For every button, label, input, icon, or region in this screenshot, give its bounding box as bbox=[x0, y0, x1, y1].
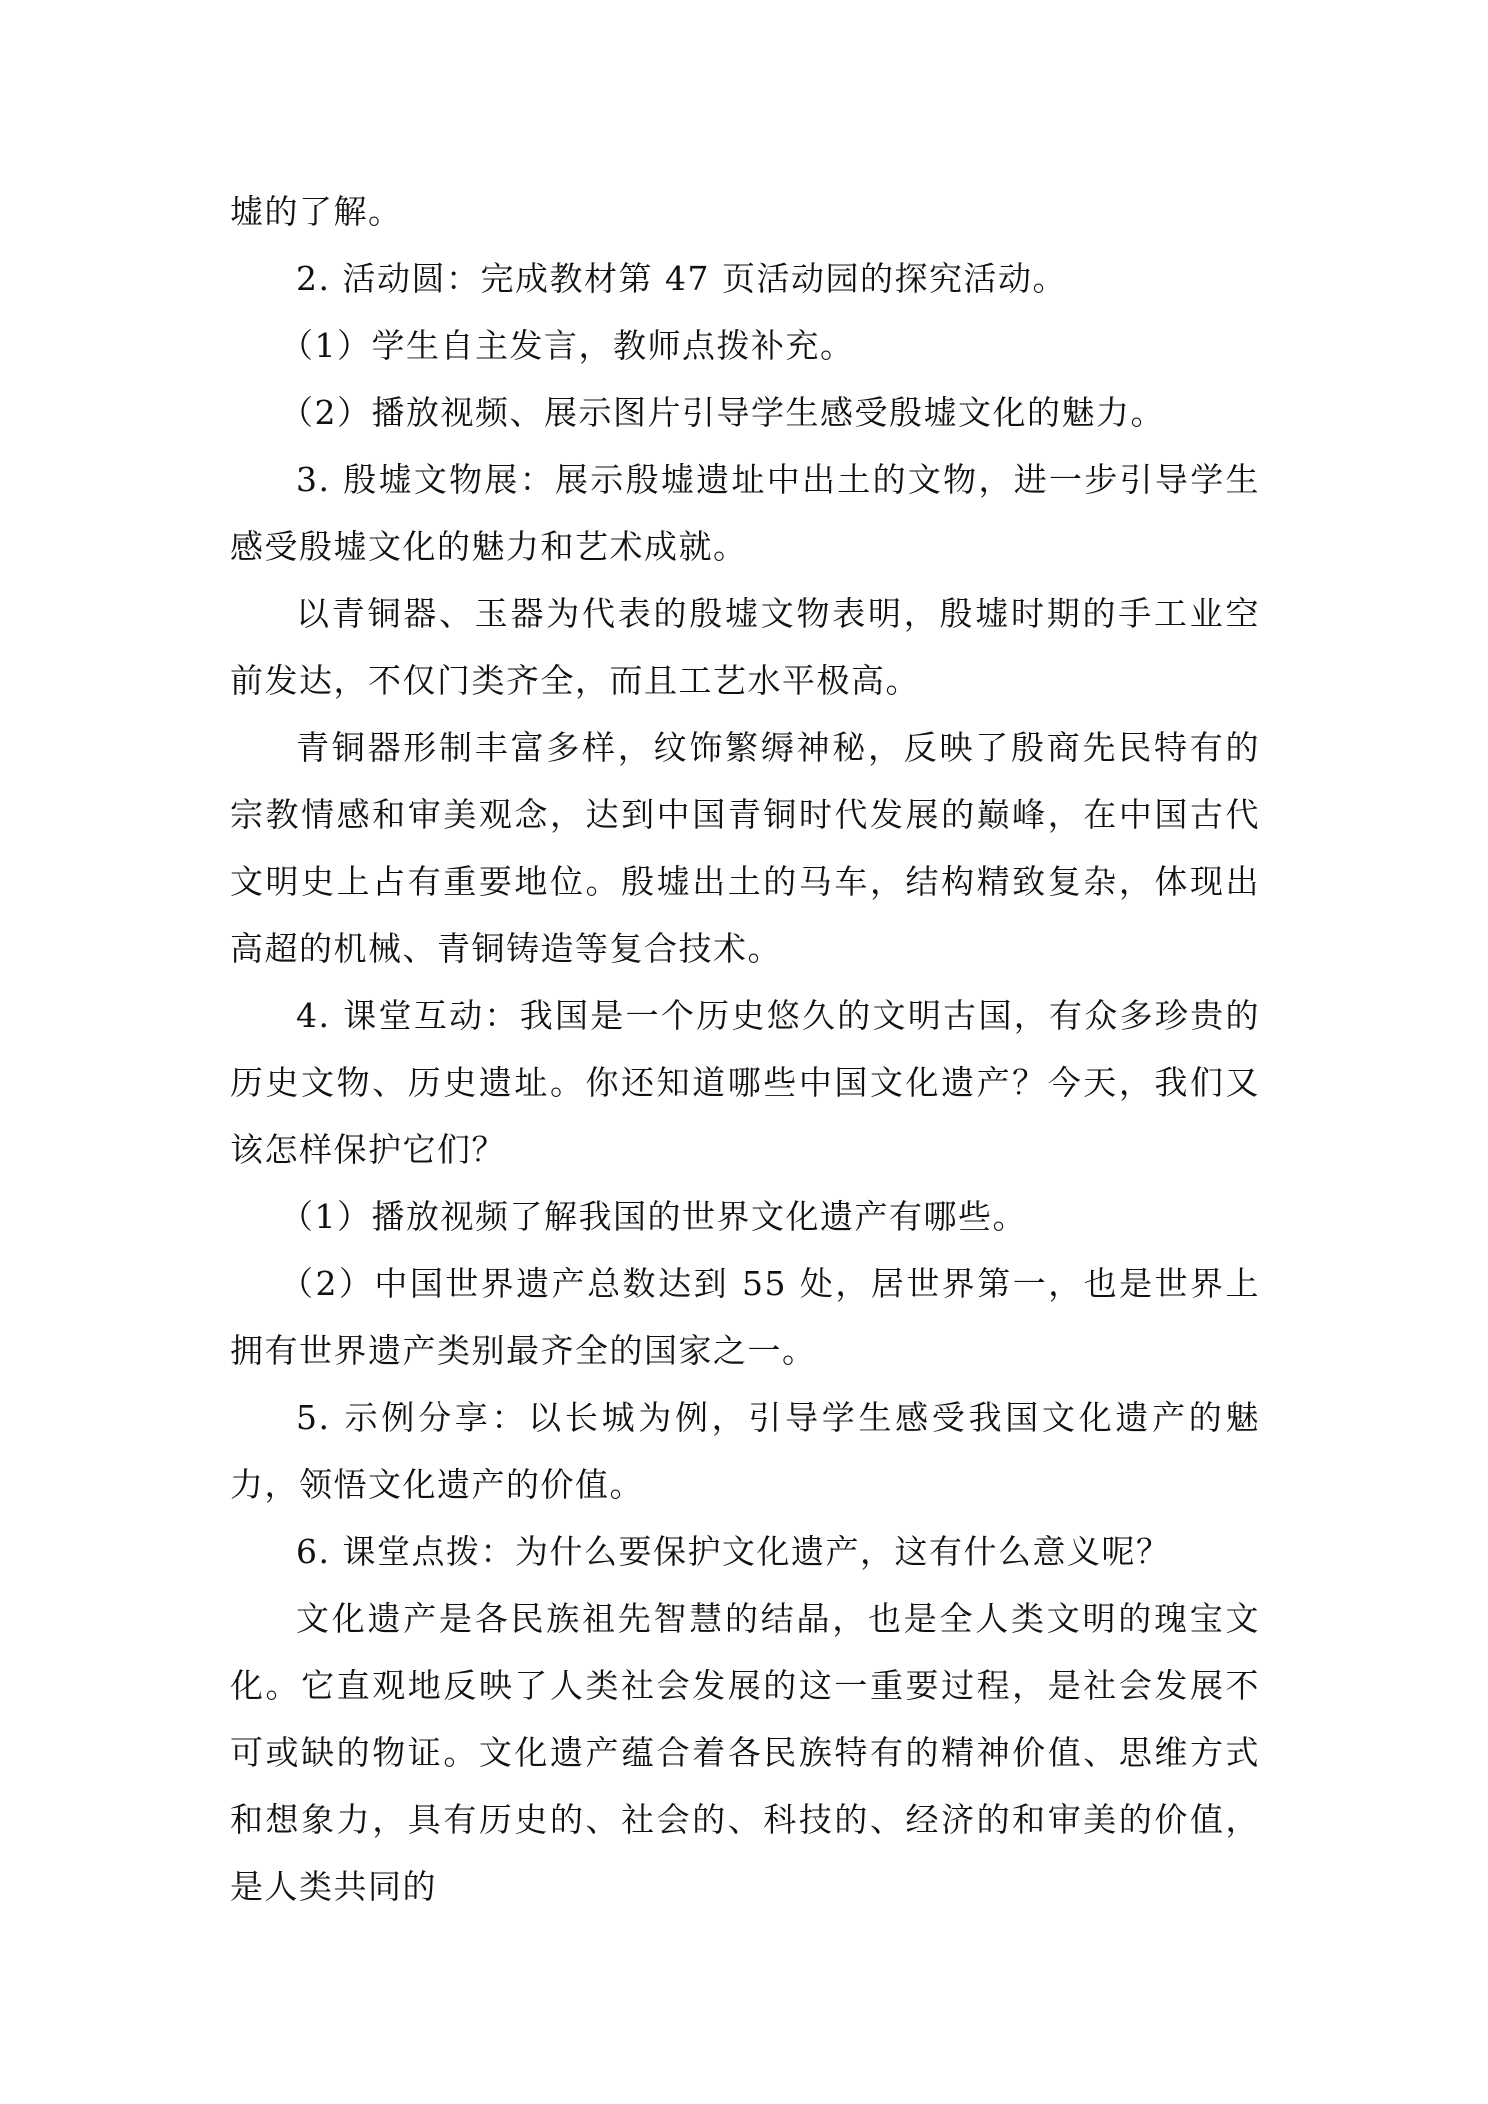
paragraph-continuation: 墟的了解。 bbox=[230, 192, 403, 231]
paragraph-activity-circle: 2. 活动圆：完成教材第 47 页活动园的探究活动。 bbox=[296, 259, 1067, 298]
paragraph-body: 文化遗产是各民族祖先智慧的结晶，也是全人类文明的瑰宝文化。它直观地反映了人类社会发展的这一重要过程，是社会发展不可或缺的物证。文化遗产蕴合着各民族特有的精神价值、思维方式和想象力，具有历史的、社会的、科技的、经济的和审美的价值，是人类共同的 bbox=[230, 1599, 1260, 1906]
paragraph-relics-exhibition: 3. 殷墟文物展：展示殷墟遗址中出土的文物，进一步引导学生感受殷墟文化的魅力和艺术成就。 bbox=[230, 460, 1260, 566]
paragraph-classroom-guidance: 6. 课堂点拨：为什么要保护文化遗产，这有什么意义呢？ bbox=[296, 1532, 1171, 1571]
paragraph-sub-item: （2）中国世界遗产总数达到 55 处，居世界第一，也是世界上拥有世界遗产类别最齐全的国家之一。 bbox=[230, 1264, 1260, 1370]
paragraph-classroom-interaction: 4. 课堂互动：我国是一个历史悠久的文明古国，有众多珍贵的历史文物、历史遗址。你还知道哪些中国文化遗产？今天，我们又该怎样保护它们？ bbox=[230, 996, 1260, 1169]
paragraph-body: 青铜器形制丰富多样，纹饰繁缛神秘，反映了殷商先民特有的宗教情感和审美观念，达到中国青铜时代发展的巅峰，在中国古代文明史上占有重要地位。殷墟出土的马车，结构精致复杂，体现出高超的机械、青铜铸造等复合技术。 bbox=[230, 728, 1260, 968]
paragraph-body: 以青铜器、玉器为代表的殷墟文物表明，殷墟时期的手工业空前发达，不仅门类齐全，而且工艺水平极高。 bbox=[230, 594, 1260, 700]
paragraph-example-sharing: 5. 示例分享：以长城为例，引导学生感受我国文化遗产的魅力，领悟文化遗产的价值。 bbox=[230, 1398, 1260, 1504]
paragraph-sub-item: （1）学生自主发言，教师点拨补充。 bbox=[280, 326, 855, 365]
document-body bbox=[230, 178, 1260, 1920]
paragraph-sub-item: （2）播放视频、展示图片引导学生感受殷墟文化的魅力。 bbox=[280, 393, 1165, 432]
paragraph-sub-item: （1）播放视频了解我国的世界文化遗产有哪些。 bbox=[280, 1197, 1027, 1236]
